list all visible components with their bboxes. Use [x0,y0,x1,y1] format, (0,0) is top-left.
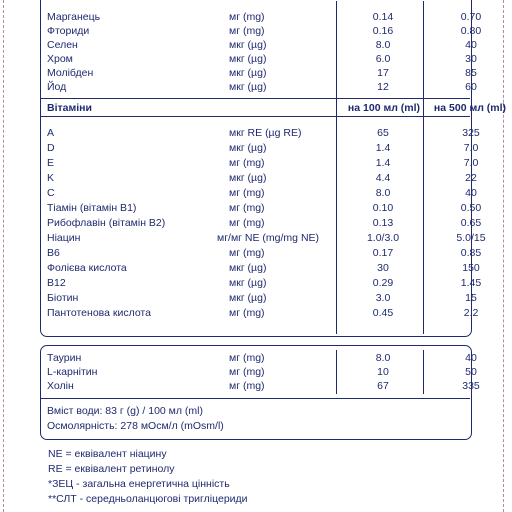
additional-nutrients-panel [40,345,480,440]
value-500ml: 335 [462,380,480,392]
value-100ml: 4.4 [375,172,391,184]
nutrient-unit: мкг (µg) [229,53,267,65]
table-row [41,291,477,305]
nutrient-unit: мг (mg) [229,157,265,169]
value-500ml: 85 [465,67,477,79]
footnote-ne: NE = еквівалент ніацину [48,448,167,460]
nutrient-name: Йод [47,81,67,93]
vitamins-header-row [41,101,507,115]
value-100ml: 8.0 [375,39,391,51]
nutrient-name: E [47,157,55,169]
water-content-text: Вміст води: 83 г (g) / 100 мл (ml) [47,405,204,417]
column-header-500ml: на 500 мл (ml) [433,102,507,114]
table-row [41,276,482,290]
value-500ml: 50 [465,366,477,378]
nutrient-unit: мкг (µg) [229,172,267,184]
table-row [41,141,479,155]
table-row [41,379,480,393]
osmolarity-text: Осмолярність: 278 мОсм/л (mOsm/l) [47,420,224,432]
value-100ml: 0.10 [372,202,394,214]
value-100ml: 8.0 [375,187,391,199]
value-100ml: 1.0/3.0 [366,232,400,244]
section-divider [41,98,470,99]
nutrient-name: B6 [47,247,60,259]
nutrient-name: Фториди [47,25,90,37]
value-100ml: 30 [377,262,389,274]
footnote-re: RE = еквівалент ретинолу [48,463,175,475]
nutrient-unit: мкг (µg) [229,292,267,304]
value-500ml: 40 [465,187,477,199]
value-500ml: 5.0/15 [456,232,486,244]
cut-line-left [3,0,4,512]
value-500ml: 7.0 [463,142,479,154]
nutrition-table-panel [40,0,507,337]
nutrient-name: Таурин [47,352,82,364]
nutrient-unit: мкг (µg) [229,277,267,289]
nutrient-unit: мг (mg) [229,247,265,259]
nutrient-unit: мг (mg) [229,380,265,392]
value-100ml: 17 [377,67,389,79]
nutrient-unit: мг (mg) [229,366,265,378]
value-500ml: 325 [462,127,480,139]
table-row [41,201,482,215]
nutrient-name: Марганець [47,11,101,23]
value-500ml: 0.80 [460,25,482,37]
value-500ml: 22 [465,172,477,184]
value-100ml: 0.14 [372,11,394,23]
nutrient-unit: мг (mg) [229,307,265,319]
nutrient-unit: мкг (µg) [229,262,267,274]
value-500ml: 7.0 [463,157,479,169]
value-100ml: 12 [377,81,389,93]
nutrient-name: L-карнітин [47,366,98,378]
osmolarity-note [41,419,473,433]
nutrient-name: D [47,142,55,154]
table-row [41,80,477,94]
table-row [41,171,477,185]
value-100ml: 3.0 [375,292,391,304]
table-row [41,306,479,320]
value-100ml: 10 [377,366,389,378]
nutrient-name: Молібден [47,67,94,79]
nutrient-unit: мг (mg) [229,25,265,37]
table-row [41,351,477,365]
nutrient-name: Ніацин [47,232,81,244]
value-100ml: 6.0 [375,53,391,65]
value-100ml: 8.0 [375,352,391,364]
value-100ml: 0.13 [372,217,394,229]
nutrient-name: Пантотенова кислота [47,307,151,319]
value-500ml: 15 [465,292,477,304]
value-500ml: 60 [465,81,477,93]
nutrient-unit: мг (mg) [229,352,265,364]
nutrient-unit: мкг (µg) [229,39,267,51]
value-500ml: 30 [465,53,477,65]
table-row [41,186,477,200]
nutrient-unit: мг (mg) [229,217,265,229]
value-100ml: 1.4 [375,157,391,169]
nutrient-unit: мг (mg) [229,187,265,199]
value-100ml: 0.17 [372,247,394,259]
nutrient-name: Рибофлавін (вітамін B2) [47,217,166,229]
nutrient-name: Фолієва кислота [47,262,127,274]
value-500ml: 0.65 [460,217,482,229]
value-500ml: 0.85 [460,247,482,259]
table-row [41,52,477,66]
nutrient-name: Холін [47,380,74,392]
table-row [41,126,480,140]
value-500ml: 40 [465,352,477,364]
nutrient-unit: мкг (µg) [229,67,267,79]
nutrient-unit: мкг (µg) [229,142,267,154]
value-500ml: 40 [465,39,477,51]
table-row [41,261,480,275]
value-100ml: 65 [377,127,389,139]
value-500ml: 0.50 [460,202,482,214]
nutrient-name: A [47,127,55,139]
value-100ml: 0.29 [372,277,394,289]
header-underline [41,116,470,117]
footnote-zec: *ЗЕЦ - загальна енергетична цінність [48,478,230,490]
table-row [41,10,482,24]
section-divider [41,398,470,399]
table-row [41,216,482,230]
column-header-100ml: на 100 мл (ml) [347,102,421,114]
value-500ml: 2.2 [463,307,479,319]
nutrient-name: Біотин [47,292,79,304]
nutrient-name: Селен [47,39,78,51]
value-100ml: 67 [377,380,389,392]
value-500ml: 0.70 [460,11,482,23]
nutrient-unit: мг (mg) [229,11,265,23]
nutrient-unit: мкг RE (µg RE) [229,127,302,139]
nutrient-name: C [47,187,55,199]
value-100ml: 0.16 [372,25,394,37]
table-row [41,246,482,260]
value-500ml: 150 [462,262,480,274]
nutrient-name: Тіамін (вітамін B1) [47,202,137,214]
table-row [41,156,479,170]
value-100ml: 0.45 [372,307,394,319]
footnote-slt: **СЛТ - середньоланцюгові тригліцериди [48,493,248,505]
nutrient-name: Хром [47,53,73,65]
value-100ml: 1.4 [375,142,391,154]
table-row [41,66,477,80]
table-row [41,365,477,379]
table-row [41,38,477,52]
value-500ml: 1.45 [460,277,482,289]
nutrient-name: B12 [47,277,66,289]
table-row [41,231,486,245]
nutrient-unit: мг (mg) [229,202,265,214]
nutrient-name: K [47,172,55,184]
water-content-note [41,404,473,418]
vitamins-heading: Вітаміни [47,102,92,114]
nutrient-unit: мкг (µg) [229,81,267,93]
table-row [41,24,482,38]
nutrient-unit: мг/мг NE (mg/mg NE) [217,232,320,244]
